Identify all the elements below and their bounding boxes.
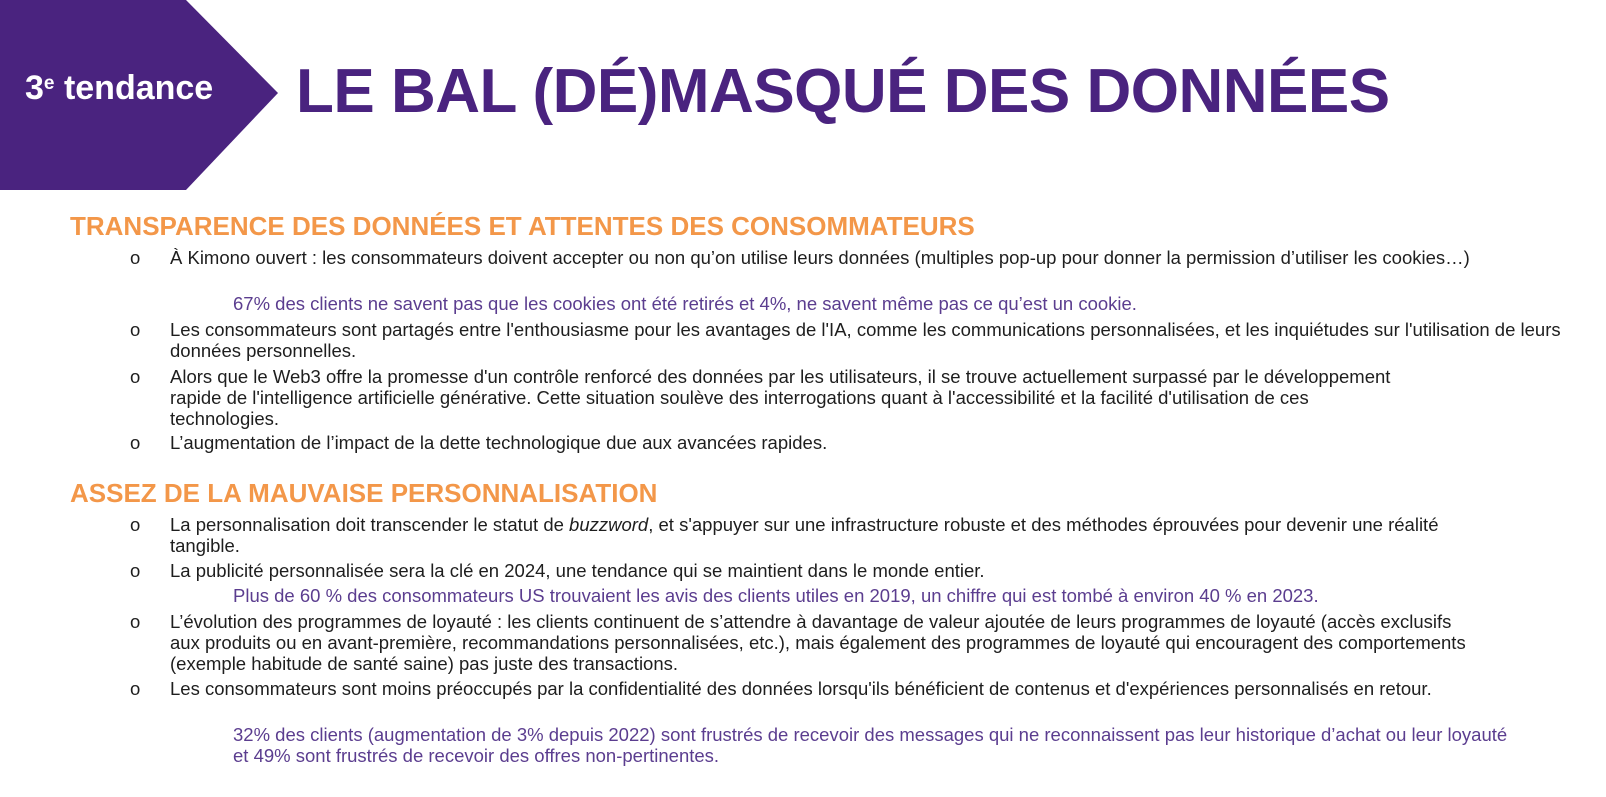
- section-heading-personalization: ASSEZ DE LA MAUVAISE PERSONNALISATION: [70, 478, 658, 508]
- list-item-text: Les consommateurs sont partagés entre l'enthousiasme pour les avantages de l'IA, comme les communications personnalisées, et les inquiétudes sur l'utilisation de leurs données personnelles.: [170, 319, 1561, 361]
- bullet-icon: o: [130, 319, 141, 340]
- list-item-text: L’évolution des programmes de loyauté : les clients continuent de s’attendre à davantage de valeur ajoutée de leurs programmes de loyauté (accès exclusifs aux produits ou en avant-première, recommandations personnalisées, etc.), mais également des programmes de loyauté qui encouragent des comportements (exemple habitude de santé saine) pas juste des transactions.: [170, 611, 1466, 674]
- stat-note: Plus de 60 % des consommateurs US trouvaient les avis des clients utiles en 2019, un chiffre qui est tombé à environ 40 % en 2023.: [233, 585, 1319, 606]
- trend-banner-label: 3e tendance: [25, 69, 214, 107]
- list-item-text: À Kimono ouvert : les consommateurs doivent accepter ou non qu’on utilise leurs données (multiples pop-up pour donner la permission d’utiliser les cookies…): [170, 247, 1470, 268]
- list-item: [130, 366, 1570, 429]
- list-item: [130, 514, 1570, 556]
- bullet-icon: o: [130, 560, 141, 581]
- list-item-text: La publicité personnalisée sera la clé en 2024, une tendance qui se maintient dans le monde entier.: [170, 560, 985, 581]
- bullet-icon: o: [130, 247, 141, 268]
- bullet-icon: o: [130, 678, 141, 699]
- list-item: [130, 319, 1570, 361]
- buzzword-emphasis: buzzword: [569, 514, 649, 535]
- list-item-text: L’augmentation de l’impact de la dette technologique due aux avancées rapides.: [170, 432, 828, 453]
- list-item: [130, 678, 1570, 699]
- bullet-icon: o: [130, 611, 141, 632]
- bullet-icon: o: [130, 514, 141, 535]
- bullet-icon: o: [130, 366, 141, 387]
- list-item: [130, 247, 1570, 268]
- list-item-text: La personnalisation doit transcender le statut de buzzword, et s'appuyer sur une infrastructure robuste et des méthodes éprouvées pour devenir une réalité tangible.: [170, 514, 1439, 556]
- section-heading-transparency: TRANSPARENCE DES DONNÉES ET ATTENTES DES CONSOMMATEURS: [70, 211, 975, 241]
- stat-note: 32% des clients (augmentation de 3% depuis 2022) sont frustrés de recevoir des messages qui ne reconnaissent pas leur historique d’achat ou leur loyauté et 49% sont frustrés de recevoir des offres non-pertinentes.: [233, 724, 1508, 766]
- list-item-text: Alors que le Web3 offre la promesse d'un contrôle renforcé des données par les utilisateurs, il se trouve actuellement surpassé par le développement rapide de l'intelligence artificielle générative. Cette situation soulève des interrogations quant à l'accessibilité et la facilité d'utilisation de ces technologies.: [170, 366, 1391, 429]
- page-title: LE BAL (DÉ)MASQUÉ DES DONNÉES: [296, 57, 1390, 126]
- list-item: [130, 611, 1570, 674]
- list-item: [130, 560, 1570, 581]
- list-item-text: Les consommateurs sont moins préoccupés par la confidentialité des données lorsqu'ils bénéficient de contenus et d'expériences personnalisés en retour.: [170, 678, 1432, 699]
- stat-note: 67% des clients ne savent pas que les cookies ont été retirés et 4%, ne savent même pas ce qu’est un cookie.: [233, 293, 1137, 314]
- bullet-icon: o: [130, 432, 141, 453]
- list-item: [130, 432, 1570, 453]
